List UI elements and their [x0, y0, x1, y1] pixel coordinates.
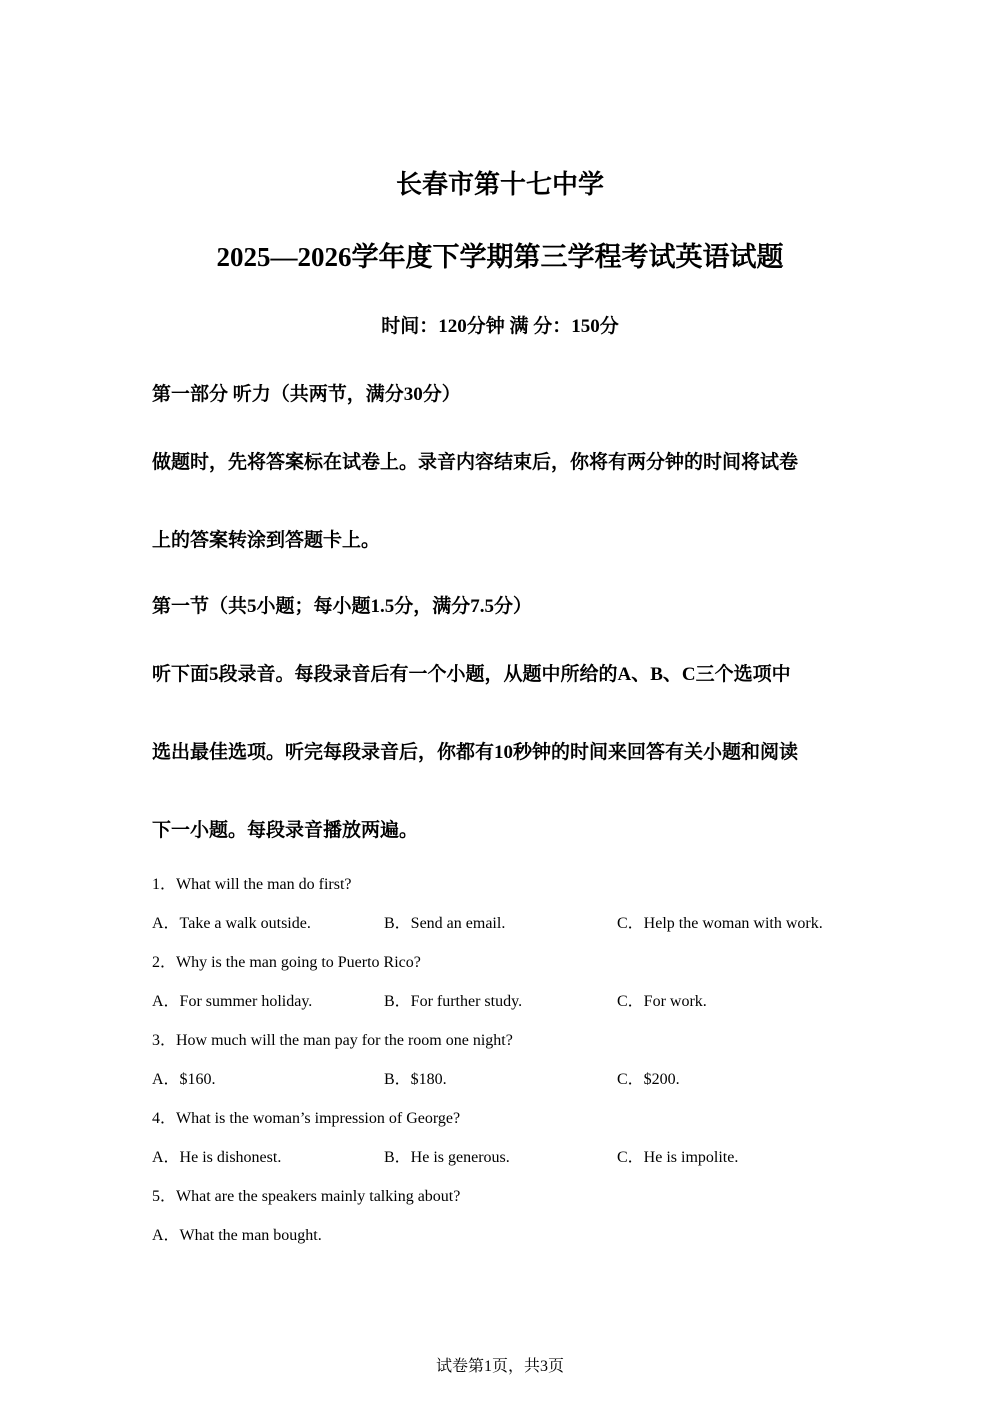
question-option: A．Take a walk outside.	[152, 915, 311, 932]
page-footer: 试卷第1页，共3页	[435, 1358, 564, 1375]
time-score-info: 时间：120分钟 满 分：150分	[381, 316, 619, 337]
exam-title: 2025—2026学年度下学期第三学程考试英语试题	[216, 242, 784, 272]
section1-instruction-line: 下一小题。每段录音播放两遍。	[152, 820, 419, 841]
question-option: A．What the man bought.	[152, 1227, 322, 1244]
question-stem: 1．What will the man do first?	[152, 876, 352, 893]
part1-heading: 第一部分 听力（共两节，满分30分）	[152, 384, 461, 405]
part1-instruction-line: 做题时，先将答案标在试卷上。录音内容结束后，你将有两分钟的时间将试卷	[152, 452, 799, 473]
part1-instruction-line: 上的答案转涂到答题卡上。	[152, 530, 381, 551]
question-option: C．For work.	[617, 993, 707, 1010]
section1-heading: 第一节（共5小题；每小题1.5分，满分7.5分）	[152, 596, 533, 617]
section1-instruction-line: 听下面5段录音。每段录音后有一个小题，从题中所给的A、B、C三个选项中	[152, 664, 791, 685]
question-option: A．He is dishonest.	[152, 1149, 282, 1166]
question-option: C．He is impolite.	[617, 1149, 739, 1166]
section1-instruction-line: 选出最佳选项。听完每段录音后，你都有10秒钟的时间来回答有关小题和阅读	[152, 742, 799, 763]
question-option: A．$160.	[152, 1071, 216, 1088]
question-option: B．For further study.	[384, 993, 523, 1010]
question-stem: 2．Why is the man going to Puerto Rico?	[152, 954, 421, 971]
question-option: B．$180.	[384, 1071, 447, 1088]
question-option: C．$200.	[617, 1071, 680, 1088]
question-stem: 3．How much will the man pay for the room one night?	[152, 1032, 513, 1049]
question-option: A．For summer holiday.	[152, 993, 313, 1010]
question-stem: 5．What are the speakers mainly talking about?	[152, 1188, 461, 1205]
question-option: B．Send an email.	[384, 915, 506, 932]
school-name: 长春市第十七中学	[395, 170, 604, 199]
question-option: B．He is generous.	[384, 1149, 510, 1166]
question-option: C．Help the woman with work.	[617, 915, 823, 932]
question-stem: 4．What is the woman’s impression of George?	[152, 1110, 461, 1127]
